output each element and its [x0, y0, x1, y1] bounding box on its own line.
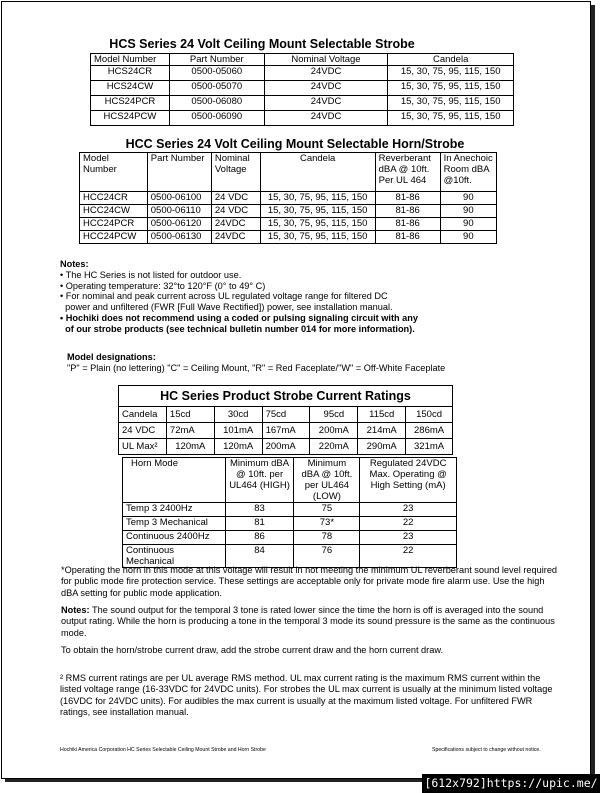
hcs-table-title: HCS Series 24 Volt Ceiling Mount Selectable Strobe — [109, 37, 415, 51]
horn-header-cell: Minimum dBA @ 10ft. per UL464 (HIGH) — [225, 458, 294, 503]
horn-cell: 22 — [360, 545, 457, 568]
hcs-table — [90, 53, 514, 126]
current-cell: 200mA — [262, 439, 310, 455]
hcc-cell: HCC24PCR — [80, 218, 148, 231]
hcc-cell: 15, 30, 75, 95, 115, 150 — [260, 205, 375, 218]
table-row — [123, 517, 457, 531]
horn-cell: 23 — [360, 531, 457, 545]
hcc-cell: 0500-06120 — [147, 218, 211, 231]
horn-cell: 22 — [360, 517, 457, 531]
horn-cell: Temp 3 2400Hz — [123, 503, 226, 517]
footer-left: Hochiki America Corporation HC Series Selectable Ceiling Mount Strobe and Horn Strobe — [60, 747, 266, 753]
hcc-cell: 15, 30, 75, 95, 115, 150 — [260, 231, 375, 244]
hcc-header-cell: Part Number — [147, 153, 211, 192]
table-row — [91, 81, 514, 96]
horn-cell: 84 — [225, 545, 294, 568]
current-header-cell: 15cd — [166, 407, 214, 423]
hcc-cell: 90 — [440, 205, 496, 218]
horn-cell: Continuous Mechanical — [123, 545, 226, 568]
hcc-header-cell: Reverberant dBA @ 10ft. Per UL 464 — [375, 153, 440, 192]
notes-heading: Notes: — [60, 259, 89, 269]
table-row — [80, 205, 497, 218]
hcs-cell: 0500-05060 — [169, 66, 264, 81]
table-row — [123, 531, 457, 545]
watermark-banner: [612x792]https://upic.me/ — [422, 774, 600, 793]
table-row — [119, 439, 453, 455]
horn-header-cell: Regulated 24VDC Max. Operating @ High Setting (mA) — [360, 458, 457, 503]
current-cell: 24 VDC — [119, 423, 167, 439]
current-cell: 290mA — [358, 439, 406, 455]
table-row — [91, 96, 514, 111]
sound-output-notes-label: Notes: — [61, 605, 90, 615]
hcc-cell: 81-86 — [375, 192, 440, 205]
hcs-header-cell: Model Number — [91, 54, 170, 66]
hcc-cell: 0500-06110 — [147, 205, 211, 218]
hcc-cell: 24VDC — [211, 218, 260, 231]
table-row — [80, 218, 497, 231]
hcc-cell: 24VDC — [211, 231, 260, 244]
table-row — [91, 66, 514, 81]
hcs-header-row — [91, 54, 514, 66]
current-title-row — [119, 386, 453, 407]
table-row — [80, 192, 497, 205]
horn-cell: Continuous 2400Hz — [123, 531, 226, 545]
current-cell: 214mA — [358, 423, 406, 439]
hcs-cell: 15, 30, 75, 95, 115, 150 — [388, 81, 514, 96]
hcc-cell: 90 — [440, 192, 496, 205]
current-ratings-table — [118, 385, 453, 455]
horn-cell: 23 — [360, 503, 457, 517]
table-row — [123, 503, 457, 517]
hcs-cell: 0500-06080 — [169, 96, 264, 111]
model-designations-heading: Model designations: — [67, 352, 156, 362]
note-item: of our strobe products (see technical bulletin number 014 for more information). — [60, 323, 415, 334]
hcc-table-title: HCC Series 24 Volt Ceiling Mount Selectable Horn/Strobe — [125, 137, 465, 151]
current-header-cell: 75cd — [262, 407, 310, 423]
hcs-cell: 0500-06090 — [169, 111, 264, 126]
sound-output-note — [61, 605, 561, 639]
horn-cell: 86 — [225, 531, 294, 545]
hcc-cell: 90 — [440, 218, 496, 231]
horn-cell: 73* — [294, 517, 360, 531]
current-header-cell: 95cd — [310, 407, 358, 423]
hcc-cell: 81-86 — [375, 205, 440, 218]
hcs-cell: HCS24CR — [91, 66, 170, 81]
current-cell: 200mA — [310, 423, 358, 439]
current-cell: 220mA — [310, 439, 358, 455]
note-item: power and unfiltered (FWR [Full Wave Rectified]) power, see installation manual. — [60, 302, 393, 313]
note-item: • For nominal and peak current across UL regulated voltage range for filtered DC — [60, 291, 388, 302]
horn-cell: 75 — [294, 503, 360, 517]
hcc-cell: 24 VDC — [211, 192, 260, 205]
hcs-cell: 15, 30, 75, 95, 115, 150 — [388, 111, 514, 126]
sound-output-notes-text: The sound output for the temporal 3 tone is rated lower since the time the horn is off is averaged into the sound output rating. While the horn is producing a tone in the temporal 3 mode its sound pressure is the same as the continuous mode. — [61, 605, 555, 638]
current-cell: 120mA — [166, 439, 214, 455]
table-row — [91, 111, 514, 126]
model-designations — [67, 352, 567, 374]
hcs-header-cell: Candela — [388, 54, 514, 66]
current-header-cell: 150cd — [406, 407, 453, 423]
hcc-cell: 0500-06130 — [147, 231, 211, 244]
horn-cell: 76 — [294, 545, 360, 568]
hcc-cell: 15, 30, 75, 95, 115, 150 — [260, 218, 375, 231]
hcc-cell: 90 — [440, 231, 496, 244]
horn-cell: Temp 3 Mechanical — [123, 517, 226, 531]
current-cell: UL Max² — [119, 439, 167, 455]
hcc-cell: 15, 30, 75, 95, 115, 150 — [260, 192, 375, 205]
horn-cell: 78 — [294, 531, 360, 545]
current-header-cell: Candela — [119, 407, 167, 423]
horn-header-cell: Horn Mode — [123, 458, 226, 503]
hcs-cell: HCS24PCR — [91, 96, 170, 111]
current-cell: 321mA — [406, 439, 453, 455]
hcs-cell: HCS24PCW — [91, 111, 170, 126]
hcc-header-cell: In Anechoic Room dBA @10ft. — [440, 153, 496, 192]
obtain-current-note: To obtain the horn/strobe current draw, add the strobe current draw and the horn current draw. — [61, 645, 444, 655]
hcs-cell: 0500-05070 — [169, 81, 264, 96]
current-cell: 286mA — [406, 423, 453, 439]
hcc-cell: HCC24PCW — [80, 231, 148, 244]
horn-header-row — [123, 458, 457, 503]
notes-block — [60, 259, 540, 335]
hcs-cell: 24VDC — [264, 111, 388, 126]
horn-header-cell: Minimum dBA @ 10ft. per UL464 (LOW) — [294, 458, 360, 503]
note-item: • Operating temperature: 32°to 120°F (0° to 49° C) — [60, 280, 266, 291]
current-cell: 101mA — [214, 423, 262, 439]
hcc-header-cell: Model Number — [80, 153, 148, 192]
hcc-header-cell: Candela — [260, 153, 375, 192]
current-header-row — [119, 407, 453, 423]
current-cell: 120mA — [214, 439, 262, 455]
hcc-header-row — [80, 153, 497, 192]
hcc-cell: HCC24CR — [80, 192, 148, 205]
hcc-cell: HCC24CW — [80, 205, 148, 218]
horn-cell: 81 — [225, 517, 294, 531]
current-header-cell: 115cd — [358, 407, 406, 423]
footer-right: Specifications subject to change without notice. — [432, 747, 541, 753]
hcc-cell: 81-86 — [375, 231, 440, 244]
operating-note: *Operating the horn in this mode at this voltage will result in not meeting the minimum UL reverberant sound level required for public mode fire protection service. These settings are acceptable only for private mode fire alarm use. Use the high dBA setting for public mode application. — [61, 565, 558, 598]
hcs-header-cell: Part Number — [169, 54, 264, 66]
hcs-cell: 15, 30, 75, 95, 115, 150 — [388, 96, 514, 111]
hcs-cell: 15, 30, 75, 95, 115, 150 — [388, 66, 514, 81]
table-row — [119, 423, 453, 439]
hcc-table — [79, 152, 497, 244]
horn-mode-table — [122, 457, 457, 568]
hcc-cell: 0500-06100 — [147, 192, 211, 205]
current-table-title: HC Series Product Strobe Current Ratings — [119, 386, 453, 407]
hcs-cell: HCS24CW — [91, 81, 170, 96]
hcc-header-cell: Nominal Voltage — [211, 153, 260, 192]
note-item: • The HC Series is not listed for outdoor use. — [60, 269, 242, 280]
note-item: • Hochiki does not recommend using a coded or pulsing signaling circuit with any — [60, 312, 419, 323]
table-row — [80, 231, 497, 244]
rms-footnote: ² RMS current ratings are per UL average RMS method. UL max current rating is the maximum RMS current within the listed voltage range (16-33VDC for 24VDC units). For strobes the UL max current is usually at the minimum listed voltage (16VDC for 24VDC units). For audibles the max current is usually at the maximum listed voltage. For unfiltered FWR ratings, see installation manual. — [60, 673, 553, 717]
hcs-cell: 24VDC — [264, 96, 388, 111]
hcc-cell: 81-86 — [375, 218, 440, 231]
hcs-cell: 24VDC — [264, 81, 388, 96]
current-cell: 72mA — [166, 423, 214, 439]
current-header-cell: 30cd — [214, 407, 262, 423]
model-designations-text: "P" = Plain (no lettering) "C" = Ceiling Mount, "R" = Red Faceplate/"W" = Off-White Faceplate — [67, 362, 446, 373]
hcs-cell: 24VDC — [264, 66, 388, 81]
horn-cell: 83 — [225, 503, 294, 517]
current-cell: 167mA — [262, 423, 310, 439]
hcs-header-cell: Nominal Voltage — [264, 54, 388, 66]
hcc-cell: 24 VDC — [211, 205, 260, 218]
